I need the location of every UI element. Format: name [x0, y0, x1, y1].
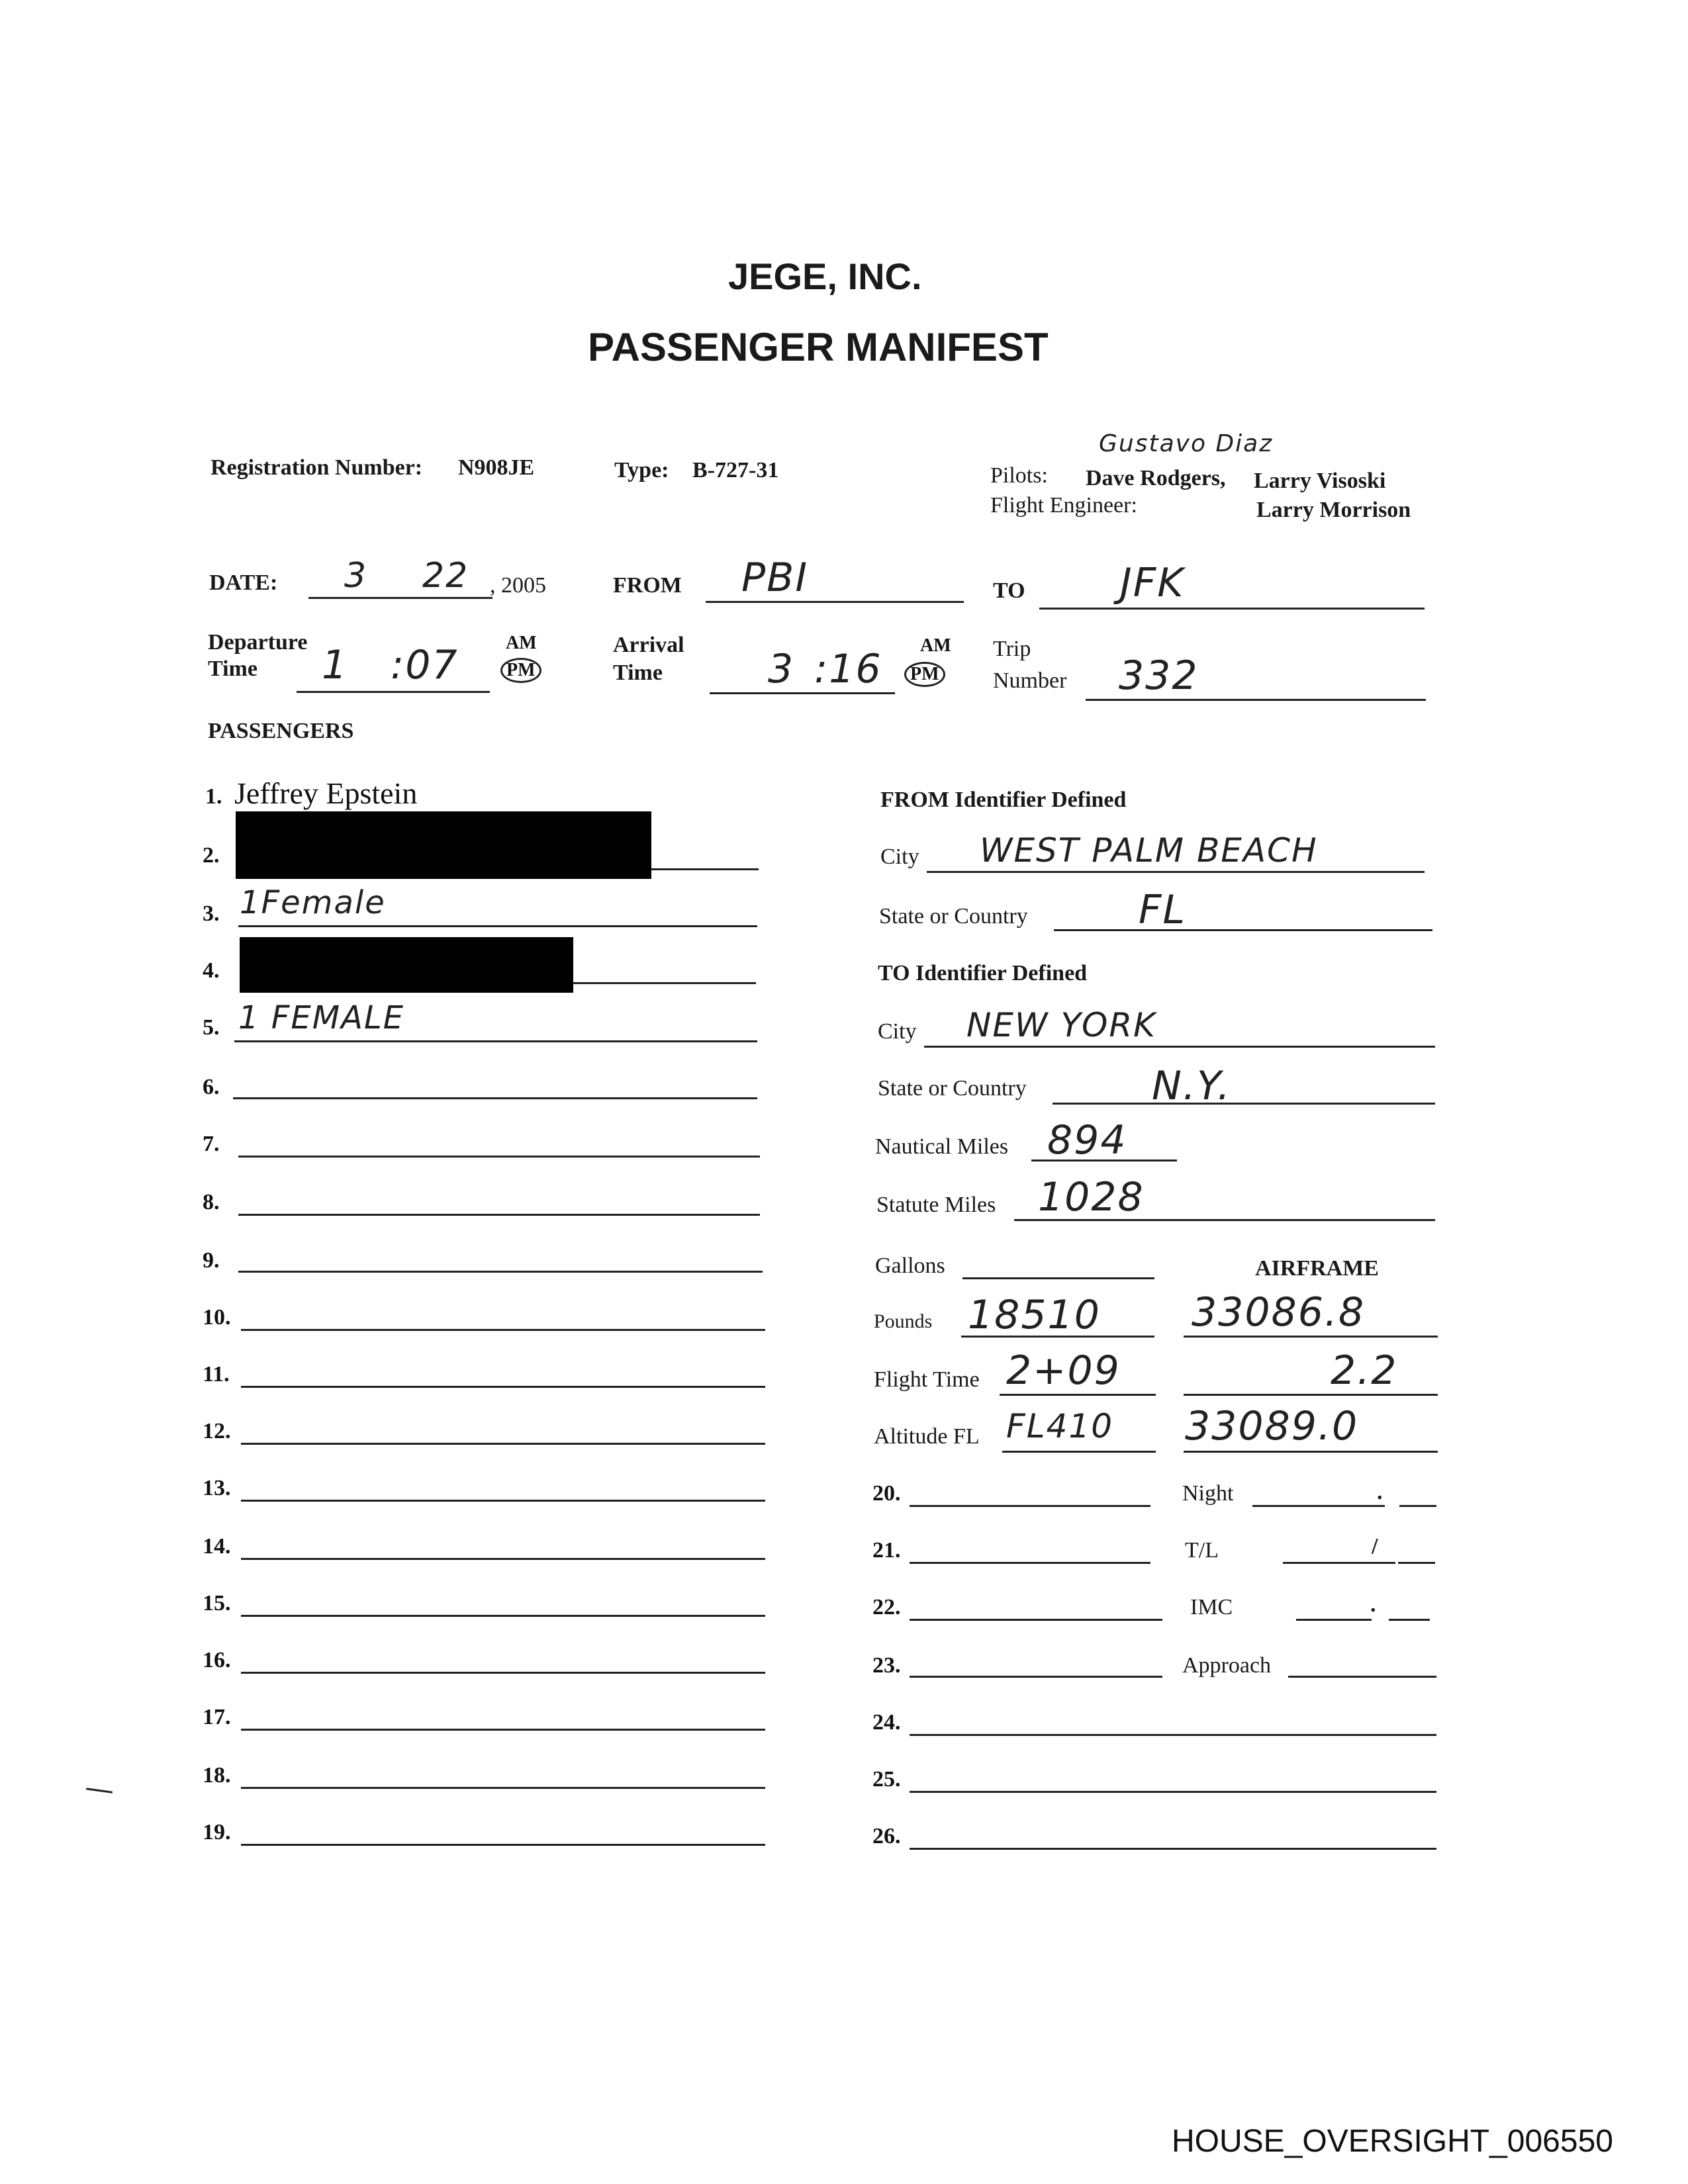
from-identifier-heading: FROM Identifier Defined	[880, 788, 1127, 812]
passenger-num: 12.	[203, 1419, 231, 1443]
arrival-minutes: :16	[814, 646, 882, 692]
arrival-label-2: Time	[613, 660, 663, 685]
passenger-num: 17.	[203, 1705, 231, 1729]
date-day: 22	[422, 556, 469, 596]
from-city-label: City	[880, 844, 919, 869]
airframe-label: AIRFRAME	[1255, 1256, 1379, 1281]
row-num: 26.	[872, 1824, 901, 1848]
trip-label-2: Number	[993, 668, 1067, 693]
passenger-num: 5.	[203, 1015, 220, 1040]
altitude-value: FL410	[1006, 1407, 1114, 1445]
from-state-value: FL	[1139, 887, 1186, 933]
passenger-num: 3.	[203, 901, 220, 926]
to-label: TO	[993, 578, 1025, 603]
arrival-am: AM	[920, 635, 951, 656]
scan-mark	[86, 1788, 113, 1794]
arrival-pm: PM	[904, 662, 945, 687]
departure-label-2: Time	[208, 657, 258, 681]
airframe-value-2: 2.2	[1331, 1347, 1398, 1394]
redaction-box	[240, 937, 573, 993]
bates-number: HOUSE_OVERSIGHT_006550	[1172, 2124, 1613, 2159]
arrival-label-1: Arrival	[613, 633, 684, 657]
departure-hour: 1	[322, 642, 349, 688]
passenger-num: 2.	[203, 843, 220, 868]
passenger-num: 16.	[203, 1648, 231, 1672]
pilot-handwritten: Gustavo Diaz	[1099, 430, 1274, 457]
arrival-hour: 3	[768, 646, 795, 692]
to-city-value: NEW YORK	[966, 1006, 1156, 1044]
to-identifier-heading: TO Identifier Defined	[878, 961, 1088, 985]
passenger-num: 9.	[203, 1248, 220, 1273]
statute-value: 1028	[1038, 1174, 1145, 1220]
passenger-num: 19.	[203, 1820, 231, 1844]
row-num: 23.	[872, 1653, 901, 1678]
airframe-value-1: 33086.8	[1192, 1289, 1366, 1336]
altitude-label: Altitude FL	[874, 1424, 980, 1449]
passenger-num: 7.	[203, 1132, 220, 1156]
row-label: Night	[1182, 1481, 1234, 1506]
departure-minutes: :07	[391, 642, 459, 688]
passenger-name: 1 FEMALE	[238, 999, 405, 1036]
row-label: IMC	[1190, 1595, 1233, 1619]
date-year: , 2005	[490, 573, 546, 598]
row-num: 21.	[872, 1538, 901, 1563]
trip-value: 332	[1119, 653, 1199, 699]
to-city-label: City	[878, 1019, 917, 1044]
passenger-num: 6.	[203, 1075, 220, 1099]
row-num: 25.	[872, 1767, 901, 1792]
row-separator: .	[1370, 1592, 1376, 1617]
passenger-name: Jeffrey Epstein	[234, 776, 418, 810]
passenger-num: 1.	[205, 784, 222, 809]
nautical-label: Nautical Miles	[875, 1134, 1009, 1159]
row-num: 20.	[872, 1481, 901, 1506]
engineer-label: Flight Engineer:	[990, 493, 1137, 518]
type-value: B-727-31	[692, 458, 779, 482]
flight-time-label: Flight Time	[874, 1367, 980, 1392]
gallons-label: Gallons	[875, 1253, 945, 1278]
date-month: 3	[344, 556, 368, 596]
row-num: 24.	[872, 1710, 901, 1735]
to-state-label: State or Country	[878, 1076, 1027, 1101]
row-label: T/L	[1185, 1538, 1219, 1563]
to-state-value: N.Y.	[1152, 1063, 1231, 1109]
row-separator: .	[1377, 1480, 1383, 1504]
form-title: PASSENGER MANIFEST	[588, 325, 1049, 369]
from-value: PBI	[741, 555, 809, 601]
registration-value: N908JE	[458, 455, 535, 480]
nautical-value: 894	[1047, 1117, 1127, 1163]
pilot-2: Larry Visoski	[1254, 469, 1386, 493]
passenger-num: 10.	[203, 1305, 231, 1330]
passenger-num: 13.	[203, 1476, 231, 1500]
pilots-label: Pilots:	[990, 463, 1048, 488]
pilot-1: Dave Rodgers,	[1086, 466, 1226, 490]
departure-am: AM	[506, 633, 537, 653]
passenger-name: 1Female	[240, 884, 386, 921]
passenger-num: 4.	[203, 958, 220, 983]
passengers-heading: PASSENGERS	[208, 719, 354, 743]
engineer-value: Larry Morrison	[1256, 498, 1411, 522]
type-label: Type:	[614, 458, 669, 482]
row-label: Approach	[1182, 1653, 1272, 1678]
redaction-box	[236, 811, 651, 879]
trip-label-1: Trip	[993, 637, 1031, 661]
from-label: FROM	[613, 573, 682, 598]
pounds-label: Pounds	[874, 1310, 933, 1332]
pounds-value: 18510	[968, 1292, 1101, 1338]
passenger-num: 11.	[203, 1362, 230, 1387]
passenger-num: 8.	[203, 1190, 220, 1214]
row-separator: /	[1372, 1534, 1378, 1559]
date-label: DATE:	[209, 570, 278, 595]
departure-pm: PM	[500, 658, 541, 683]
passenger-num: 15.	[203, 1591, 231, 1615]
from-state-label: State or Country	[879, 904, 1028, 929]
statute-label: Statute Miles	[876, 1193, 996, 1217]
flight-time-value: 2+09	[1006, 1347, 1121, 1394]
company-name: JEGE, INC.	[728, 255, 922, 297]
to-value: JFK	[1120, 560, 1185, 606]
passenger-num: 14.	[203, 1534, 231, 1559]
row-num: 22.	[872, 1595, 901, 1619]
departure-label-1: Departure	[208, 630, 308, 655]
from-city-value: WEST PALM BEACH	[980, 831, 1318, 870]
registration-label: Registration Number:	[211, 455, 423, 480]
airframe-value-3: 33089.0	[1185, 1403, 1359, 1449]
passenger-num: 18.	[203, 1763, 231, 1788]
